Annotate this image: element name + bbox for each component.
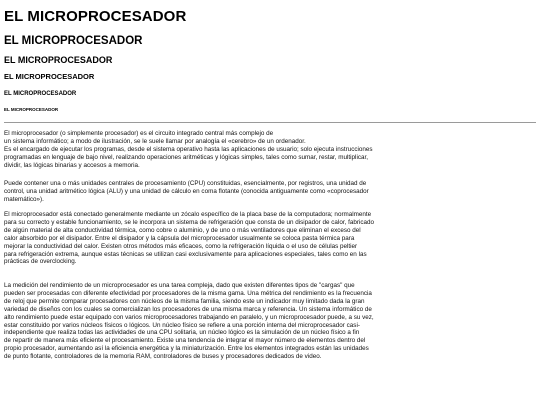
horizontal-rule [4, 122, 536, 123]
heading-level-1: EL MICROPROCESADOR [4, 8, 187, 25]
paragraph-definition: El microprocesador (o simplemente procesador) es el circuito integrado central más complejo de un sistema informático; a modo de ilustración, se le suele llamar por analogía el «cerebro» de un ordenador. Es el encargado de ejecutar los programas, desde el sistema operativo hasta las aplicaciones de usuario; solo ejecuta instrucciones programadas en lenguaje de bajo nivel, realizando operaciones aritméticas y lógicas simples, tales como sumar, restar, multiplicar, dividir, las lógicas binarias y accesos a memoria. [4, 130, 373, 169]
heading-level-5: EL MICROPROCESADOR [4, 91, 77, 97]
heading-level-4: EL MICROPROCESADOR [4, 72, 95, 81]
paragraph-components: Puede contener una o más unidades centrales de procesamiento (CPU) constituidas, esencialmente, por registros, una unidad de control, una unidad aritmético lógica (ALU) y una unidad de cálculo en coma flotante (conocida antiguamente como «coprocesador matemático»). [4, 180, 369, 203]
paragraph-performance: La medición del rendimiento de un microprocesador es una tarea compleja, dado que existen diferentes tipos de "cargas" que pueden ser procesadas con diferente efectividad por procesadores de la misma gama. Una métrica del rendimiento es la frecuencia de reloj que permite comparar procesadores con núcleos de la misma familia, siendo este un indicador muy limitado dada la gran variedad de diseños con los cuales se comercializan los procesadores de una misma marca y referencia. Un sistema informático de alto rendimiento puede estar equipado con varios microprocesadores trabajando en paralelo, y un microprocesador puede, a su vez, estar constituido por varios núcleos físicos o lógicos. Un núcleo físico se refiere a una porción interna del microprocesador casi- independiente que realiza todas las actividades de una CPU solitaria, un núcleo lógico es la simulación de un núcleo físico a fin de repartir de manera más eficiente el procesamiento. Existe una tendencia de integrar el mayor número de elementos dentro del propio procesador, aumentando así la eficiencia energética y la miniaturización. Entre los elementos integrados están las unidades de punto flotante, controladores de la memoria RAM, controladores de buses y procesadores dedicados de video. [4, 282, 374, 361]
paragraph-cooling: El microprocesador está conectado generalmente mediante un zócalo específico de la placa base de la computadora; normalmente para su correcto y estable funcionamiento, se le incorpora un sistema de refrigeración que consta de un disipador de calor, fabricado de algún material de alta conductividad térmica, como cobre o aluminio, y de uno o más ventiladores que eliminan el exceso del calor absorbido por el disipador. Entre el disipador y la cápsula del microprocesador usualmente se coloca pasta térmica para mejorar la conductividad del calor. Existen otros métodos más eficaces, como la refrigeración líquida o el uso de células peltier para refrigeración extrema, aunque estas técnicas se utilizan casi exclusivamente para aplicaciones especiales, tales como en las prácticas de overclocking. [4, 211, 374, 266]
heading-level-2: EL MICROPROCESADOR [4, 35, 143, 47]
heading-level-6: EL MICROPROCESADOR [4, 107, 59, 112]
heading-level-3: EL MICROPROCESADOR [4, 55, 113, 65]
